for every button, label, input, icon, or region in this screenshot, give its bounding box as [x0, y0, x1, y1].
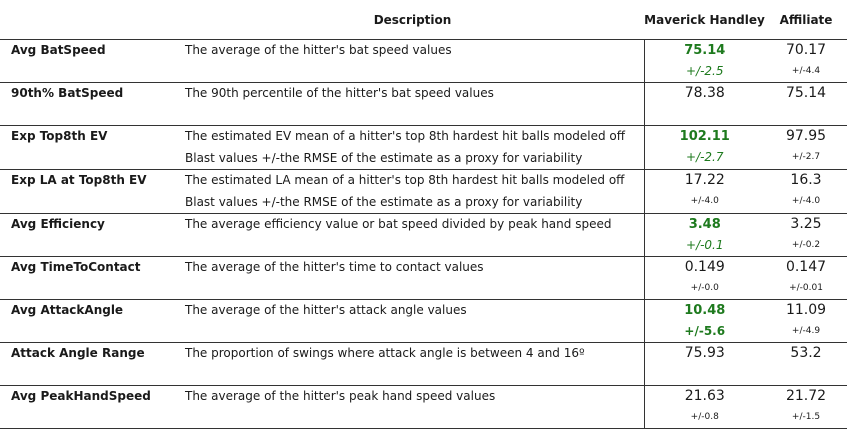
- metric-name: Attack Angle Range: [0, 343, 181, 386]
- affiliate-error: +/-2.7: [791, 152, 821, 162]
- affiliate-cell: [765, 343, 847, 386]
- player-error: +/-2.5: [685, 64, 724, 78]
- affiliate-value: 0.147: [785, 259, 827, 275]
- affiliate-error: +/-4.4: [791, 66, 821, 76]
- table-row: [0, 257, 847, 300]
- table-row: [0, 343, 847, 386]
- metric-description: The average of the hitter's time to contact values: [181, 257, 644, 300]
- header-metric: [0, 0, 181, 40]
- player-error: +/-5.6: [684, 324, 726, 338]
- affiliate-value: 97.95: [785, 128, 827, 144]
- metric-name: Avg BatSpeed: [0, 40, 181, 83]
- player-value: 0.149: [684, 259, 725, 275]
- affiliate-error: +/-0.01: [789, 283, 823, 293]
- player-error: +/-0.1: [685, 238, 724, 252]
- affiliate-value: 75.14: [785, 85, 827, 101]
- player-value: 78.38: [684, 85, 725, 101]
- table-row: [0, 386, 847, 429]
- affiliate-value: 11.09: [785, 302, 827, 318]
- player-cell: [644, 83, 765, 126]
- metric-description: The average efficiency value or bat speed divided by peak hand speed: [181, 214, 644, 257]
- table-row: [0, 300, 847, 343]
- affiliate-error: +/-0.2: [791, 240, 821, 250]
- affiliate-cell: [765, 300, 847, 343]
- player-cell: [644, 300, 765, 343]
- affiliate-cell: [765, 170, 847, 214]
- affiliate-error: +/-1.5: [791, 412, 821, 422]
- table-row: [0, 170, 847, 214]
- table-row: [0, 214, 847, 257]
- table-row: [0, 126, 847, 170]
- header-description: Description: [373, 12, 452, 27]
- metric-name: Avg AttackAngle: [0, 300, 181, 343]
- player-error: +/-0.0: [690, 283, 719, 293]
- affiliate-error: [765, 364, 847, 385]
- affiliate-cell: [765, 126, 847, 170]
- header-row: [0, 0, 847, 40]
- affiliate-value: 16.3: [790, 172, 822, 188]
- player-error: +/-0.8: [690, 412, 719, 422]
- table-row: [0, 40, 847, 83]
- affiliate-cell: [765, 257, 847, 300]
- player-cell: [644, 386, 765, 429]
- metric-name: Exp LA at Top8th EV: [0, 170, 181, 214]
- affiliate-value: 70.17: [785, 42, 827, 58]
- metric-description: The proportion of swings where attack angle is between 4 and 16º: [181, 343, 644, 386]
- player-error: [645, 104, 766, 125]
- player-value: 10.48: [684, 303, 726, 318]
- metric-description: The 90th percentile of the hitter's bat speed values: [181, 83, 644, 126]
- header-affiliate: Affiliate: [779, 12, 833, 27]
- player-cell: [644, 343, 765, 386]
- affiliate-error: +/-4.0: [791, 196, 821, 206]
- affiliate-cell: [765, 83, 847, 126]
- player-value: 75.93: [684, 345, 725, 361]
- player-value: 75.14: [684, 43, 726, 58]
- player-error: [645, 364, 766, 385]
- player-value: 17.22: [684, 172, 725, 188]
- player-error: +/-2.7: [685, 150, 724, 164]
- affiliate-error: [765, 104, 847, 125]
- metric-description: The average of the hitter's peak hand speed values: [181, 386, 644, 429]
- player-value: 3.48: [688, 217, 721, 232]
- player-value: 102.11: [679, 129, 730, 144]
- affiliate-value: 3.25: [790, 216, 822, 232]
- player-cell: [644, 40, 765, 83]
- metric-description: The estimated EV mean of a hitter's top 8th hardest hit balls modeled off Blast values +/-the RMSE of the estimate as a proxy for variability: [181, 126, 644, 170]
- table-row: [0, 83, 847, 126]
- metric-name: Avg PeakHandSpeed: [0, 386, 181, 429]
- affiliate-value: 53.2: [790, 345, 822, 361]
- metric-name: Avg Efficiency: [0, 214, 181, 257]
- metric-name: Exp Top8th EV: [0, 126, 181, 170]
- affiliate-error: +/-4.9: [791, 326, 821, 336]
- metric-description: The average of the hitter's bat speed values: [181, 40, 644, 83]
- affiliate-cell: [765, 386, 847, 429]
- affiliate-cell: [765, 40, 847, 83]
- player-cell: [644, 170, 765, 214]
- header-player: Maverick Handley: [644, 12, 765, 27]
- player-error: +/-4.0: [690, 196, 719, 206]
- metric-name: 90th% BatSpeed: [0, 83, 181, 126]
- player-cell: [644, 214, 765, 257]
- metric-name: Avg TimeToContact: [0, 257, 181, 300]
- affiliate-cell: [765, 214, 847, 257]
- player-cell: [644, 257, 765, 300]
- affiliate-value: 21.72: [785, 388, 827, 404]
- player-value: 21.63: [684, 388, 725, 404]
- player-cell: [644, 126, 765, 170]
- metric-description: The estimated LA mean of a hitter's top 8th hardest hit balls modeled off Blast values +/-the RMSE of the estimate as a proxy for variability: [181, 170, 644, 214]
- metric-description: The average of the hitter's attack angle values: [181, 300, 644, 343]
